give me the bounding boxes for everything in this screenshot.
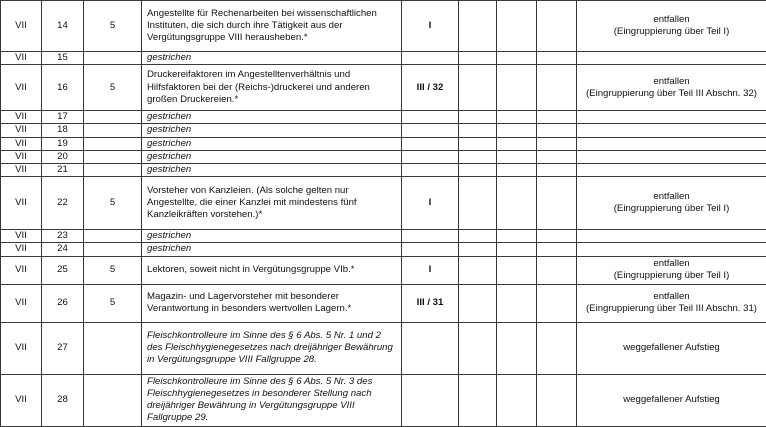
description-cell: gestrichen — [142, 164, 402, 177]
empty-cell — [497, 111, 537, 124]
reference-cell: I — [402, 177, 459, 230]
note-cell — [577, 52, 766, 65]
note-line-1: entfallen — [582, 258, 761, 270]
empty-cell — [459, 177, 497, 230]
empty-cell — [459, 243, 497, 256]
reference-cell — [402, 230, 459, 243]
pay-group-cell: VII — [1, 124, 42, 137]
empty-cell — [497, 150, 537, 163]
note-line-1: entfallen — [582, 191, 761, 203]
table-row — [1, 52, 766, 65]
table-row — [1, 243, 766, 256]
empty-cell — [459, 137, 497, 150]
reference-cell: III / 32 — [402, 65, 459, 111]
empty-cell — [537, 1, 577, 52]
reference-cell — [402, 124, 459, 137]
description-cell: gestrichen — [142, 150, 402, 163]
pay-group-cell: VII — [1, 150, 42, 163]
row-number-cell: 28 — [42, 374, 84, 426]
note-cell — [577, 177, 766, 230]
empty-cell — [497, 65, 537, 111]
empty-cell — [459, 1, 497, 52]
empty-cell — [537, 230, 577, 243]
note-cell: weggefallener Aufstieg — [577, 322, 766, 374]
note-cell — [577, 137, 766, 150]
table-row — [1, 284, 766, 322]
description-cell: Magazin- und Lagervorsteher mit besonderer Verantwortung in besonders wertvollen Lagern.* — [142, 284, 402, 322]
note-line-1: entfallen — [582, 291, 761, 303]
row-number-cell: 25 — [42, 256, 84, 284]
pay-group-cell: VII — [1, 322, 42, 374]
reference-cell — [402, 243, 459, 256]
note-line-1: entfallen — [582, 14, 761, 26]
pay-group-cell: VII — [1, 256, 42, 284]
reference-cell: I — [402, 1, 459, 52]
empty-cell — [497, 230, 537, 243]
note-cell — [577, 243, 766, 256]
row-number-cell: 20 — [42, 150, 84, 163]
table-row — [1, 230, 766, 243]
reference-cell — [402, 137, 459, 150]
row-number-cell: 27 — [42, 322, 84, 374]
table-row — [1, 256, 766, 284]
row-number-cell: 15 — [42, 52, 84, 65]
table-row — [1, 137, 766, 150]
table-row — [1, 65, 766, 111]
empty-cell — [497, 374, 537, 426]
description-cell: Vorsteher von Kanzleien. (Als solche gelten nur Angestellte, die einer Kanzlei mit mindestens fünf Kanzleikräften vorstehen.)* — [142, 177, 402, 230]
allowance-cell: 5 — [84, 284, 142, 322]
empty-cell — [459, 374, 497, 426]
description-cell: gestrichen — [142, 243, 402, 256]
note-line-2: (Eingruppierung über Teil III Abschn. 32) — [582, 88, 761, 100]
empty-cell — [459, 65, 497, 111]
note-cell — [577, 65, 766, 111]
empty-cell — [459, 52, 497, 65]
empty-cell — [497, 256, 537, 284]
note-cell — [577, 150, 766, 163]
note-cell — [577, 124, 766, 137]
pay-group-cell: VII — [1, 52, 42, 65]
pay-group-cell: VII — [1, 177, 42, 230]
empty-cell — [459, 284, 497, 322]
pay-group-cell: VII — [1, 284, 42, 322]
pay-group-cell: VII — [1, 230, 42, 243]
empty-cell — [537, 164, 577, 177]
reference-cell: I — [402, 256, 459, 284]
note-cell: weggefallener Aufstieg — [577, 374, 766, 426]
pay-group-cell: VII — [1, 1, 42, 52]
allowance-cell — [84, 111, 142, 124]
allowance-cell — [84, 137, 142, 150]
allowance-cell: 5 — [84, 256, 142, 284]
row-number-cell: 21 — [42, 164, 84, 177]
empty-cell — [459, 124, 497, 137]
empty-cell — [497, 137, 537, 150]
empty-cell — [497, 284, 537, 322]
table-row — [1, 111, 766, 124]
table-row — [1, 322, 766, 374]
table-row — [1, 1, 766, 52]
empty-cell — [537, 177, 577, 230]
allowance-cell: 5 — [84, 65, 142, 111]
reference-cell — [402, 322, 459, 374]
empty-cell — [459, 164, 497, 177]
empty-cell — [537, 124, 577, 137]
empty-cell — [537, 284, 577, 322]
pay-group-cell: VII — [1, 164, 42, 177]
empty-cell — [537, 243, 577, 256]
pay-group-cell: VII — [1, 65, 42, 111]
empty-cell — [537, 374, 577, 426]
allowance-cell — [84, 150, 142, 163]
row-number-cell: 17 — [42, 111, 84, 124]
allowance-cell — [84, 124, 142, 137]
description-cell: gestrichen — [142, 230, 402, 243]
description-cell: Angestellte für Rechenarbeiten bei wissenschaftlichen Instituten, die sich durch ihre Tätigkeit aus der Vergütungsgruppe VIII herausheben.* — [142, 1, 402, 52]
empty-cell — [537, 111, 577, 124]
reference-cell — [402, 374, 459, 426]
description-cell: Fleischkontrolleure im Sinne des § 6 Abs. 5 Nr. 3 des Fleischhygienegesetzes in besonderer Stellung nach dreijähriger Bewährung in Vergütungsgruppe VIII Fallgruppe 29. — [142, 374, 402, 426]
pay-group-cell: VII — [1, 137, 42, 150]
table-row — [1, 374, 766, 426]
note-cell — [577, 284, 766, 322]
row-number-cell: 22 — [42, 177, 84, 230]
empty-cell — [459, 322, 497, 374]
empty-cell — [459, 111, 497, 124]
allowance-cell — [84, 52, 142, 65]
row-number-cell: 14 — [42, 1, 84, 52]
description-cell: gestrichen — [142, 124, 402, 137]
empty-cell — [497, 322, 537, 374]
empty-cell — [537, 256, 577, 284]
allowance-cell — [84, 322, 142, 374]
allowance-cell — [84, 243, 142, 256]
empty-cell — [459, 150, 497, 163]
empty-cell — [537, 52, 577, 65]
note-line-2: (Eingruppierung über Teil I) — [582, 26, 761, 38]
empty-cell — [497, 124, 537, 137]
allowance-cell: 5 — [84, 177, 142, 230]
empty-cell — [459, 256, 497, 284]
description-cell: Druckereifaktoren im Angestelltenverhältnis und Hilfsfaktoren bei der (Reichs-)druckerei und anderen großen Druckereien.* — [142, 65, 402, 111]
reference-cell — [402, 52, 459, 65]
empty-cell — [497, 1, 537, 52]
note-cell — [577, 1, 766, 52]
empty-cell — [459, 230, 497, 243]
table-row — [1, 150, 766, 163]
row-number-cell: 23 — [42, 230, 84, 243]
note-cell — [577, 164, 766, 177]
note-line-2: (Eingruppierung über Teil III Abschn. 31) — [582, 303, 761, 315]
empty-cell — [497, 177, 537, 230]
note-cell — [577, 256, 766, 284]
reference-cell — [402, 111, 459, 124]
row-number-cell: 26 — [42, 284, 84, 322]
note-cell — [577, 230, 766, 243]
empty-cell — [537, 322, 577, 374]
row-number-cell: 16 — [42, 65, 84, 111]
table-row — [1, 124, 766, 137]
allowance-cell — [84, 230, 142, 243]
row-number-cell: 18 — [42, 124, 84, 137]
note-line-2: (Eingruppierung über Teil I) — [582, 270, 761, 282]
allowance-cell — [84, 164, 142, 177]
pay-group-cell: VII — [1, 374, 42, 426]
description-cell: Fleischkontrolleure im Sinne des § 6 Abs. 5 Nr. 1 und 2 des Fleischhygienegesetzes nach dreijähriger Bewährung in Vergütungsgruppe VIII Fallgruppe 28. — [142, 322, 402, 374]
table-row — [1, 177, 766, 230]
reference-cell: III / 31 — [402, 284, 459, 322]
description-cell: gestrichen — [142, 52, 402, 65]
description-cell: gestrichen — [142, 137, 402, 150]
empty-cell — [537, 150, 577, 163]
empty-cell — [497, 243, 537, 256]
note-line-2: (Eingruppierung über Teil I) — [582, 203, 761, 215]
allowance-cell: 5 — [84, 1, 142, 52]
pay-group-cell: VII — [1, 243, 42, 256]
empty-cell — [497, 52, 537, 65]
empty-cell — [537, 137, 577, 150]
reference-cell — [402, 164, 459, 177]
table-row — [1, 164, 766, 177]
description-cell: Lektoren, soweit nicht in Vergütungsgruppe VIb.* — [142, 256, 402, 284]
pay-group-cell: VII — [1, 111, 42, 124]
reference-cell — [402, 150, 459, 163]
allowance-cell — [84, 374, 142, 426]
note-line-1: entfallen — [582, 76, 761, 88]
empty-cell — [497, 164, 537, 177]
row-number-cell: 24 — [42, 243, 84, 256]
row-number-cell: 19 — [42, 137, 84, 150]
description-cell: gestrichen — [142, 111, 402, 124]
note-cell — [577, 111, 766, 124]
empty-cell — [537, 65, 577, 111]
